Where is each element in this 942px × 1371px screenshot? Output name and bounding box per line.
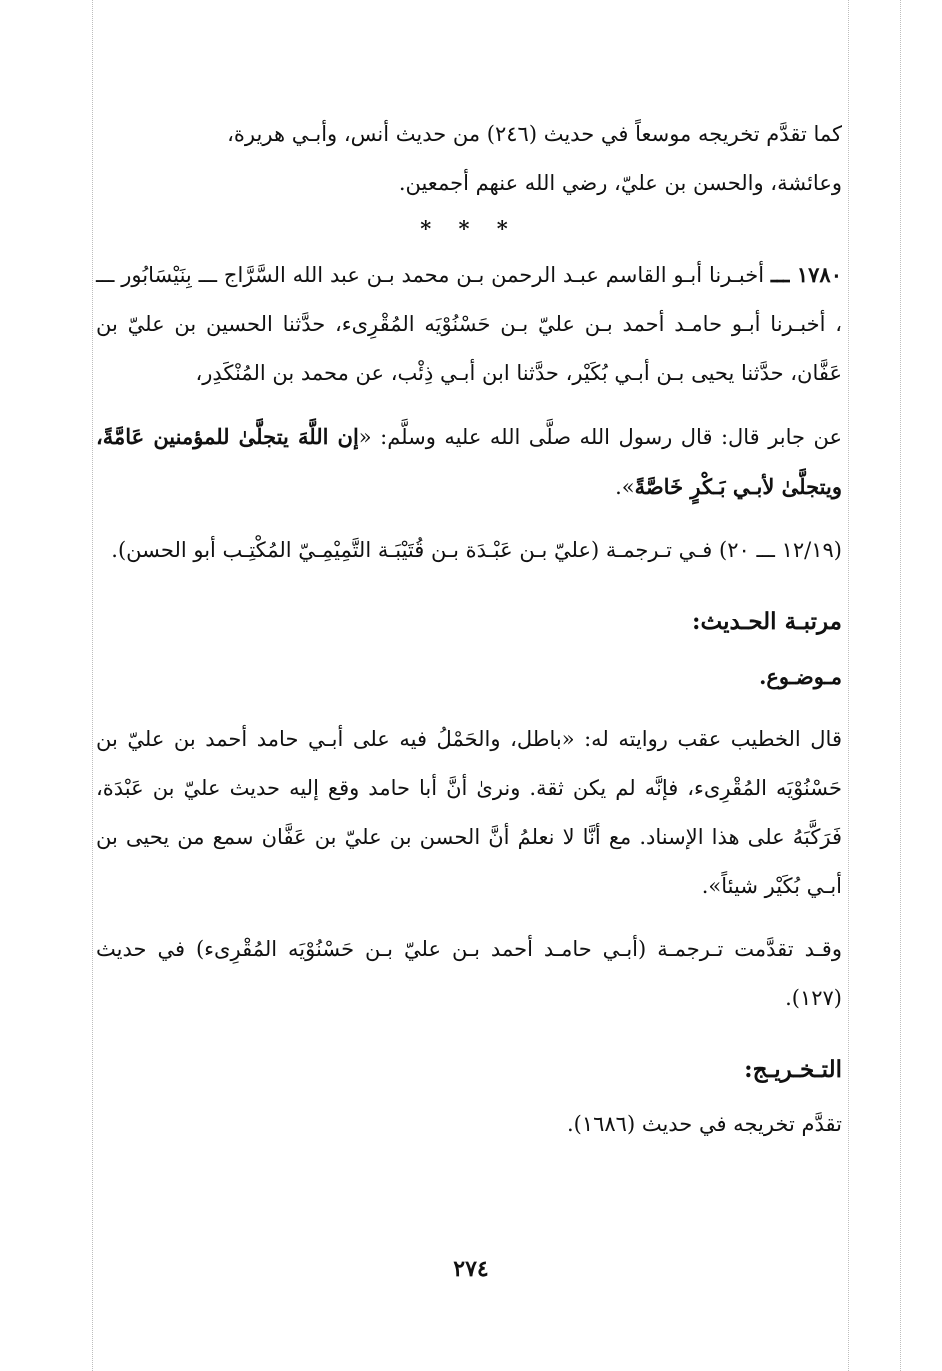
margin-guide-far-right [900, 0, 901, 1371]
hadith-number: ١٧٨٠ ـــ [770, 262, 842, 287]
page-number: ٢٧٤ [453, 1256, 489, 1282]
intro-line-1: كما تقدَّم تخريجه موسعاً في حديث (٢٤٦) من حديث أنس، وأبـي هريرة، [227, 122, 842, 146]
matn-lead: عن جابر قال: قال رسول الله صلَّى الله عليه وسلَّم: « [358, 425, 842, 449]
hadith-matn [96, 412, 842, 512]
grade-verdict: مـوضـوع. [759, 664, 842, 689]
narrator-note: وقـد تقدَّمت تـرجمـة (أبـي حامـد أحمد بـن عليّ بـن حَسْنُوْيَه المُقْرِىء) في حديث (١٢٧). [96, 937, 842, 1010]
hadith-isnad [96, 250, 842, 398]
margin-guide-right [848, 0, 849, 1371]
khatib-quote: قال الخطيب عقب روايته له: «باطل، والحَمْلُ فيه على أبـي حامد أحمد بن عليّ بن حَسْنُوْيَه المُقْرِىء، فإنَّه لم يكن ثقة. ونرىٰ أنَّ أبا حامد وقع إليه حديث عليّ بن عَبْدَة، فَرَكَّبَهُ على هذا الإسناد. مع أنَّا لا نعلمُ أنَّ الحسن بن عليّ بن عَفَّان سمع من يحيى بن أبـي بُكَيْر شيئاً». [96, 727, 842, 898]
grade-heading: مرتبـة الحـديث: [692, 608, 842, 635]
isnad-text: أخبـرنا أبـو القاسم عبـد الرحمن بـن محمد بـن عبد الله السَّرَّاج ـــ بِنَيْسَابُور ـــ ، أخبـرنا أبـو حامـد أحمد بـن عليّ بـن حَسْنُوْيَه المُقْرِىء، حدَّثنا الحسين بن عليّ بن عَفَّان، حدَّثنا يحيى بـن أبـي بُكَيْر، حدَّثنا ابن أبـي ذِئْب، عن محمد بن المُنْكَدِر، [96, 263, 842, 385]
matn-close: ». [615, 475, 635, 499]
takhrij-text: تقدَّم تخريجه في حديث (١٦٨٦). [566, 1112, 842, 1136]
source-reference: (١٢/١٩ ـــ ٢٠) فـي تـرجمـة (عليّ بـن عَبْـدَة بـن قُتَيْبَـة التَّمِيْمِـيّ المُكْتِـب أبو الحسن). [111, 538, 842, 562]
section-separator: * * * [420, 216, 518, 241]
margin-guide-left [92, 0, 93, 1371]
page-body [96, 110, 842, 1149]
matn-text: إن اللَّهَ يتجلَّىٰ للمؤمنين عَامَّةً، ويتجلَّىٰ لأبـي بَـكْرٍ خَاصَّةً [96, 424, 842, 499]
intro-line-2: وعائشة، والحسن بن عليّ، رضي الله عنهم أجمعين. [398, 171, 842, 195]
takhrij-heading: التـخـريـج: [744, 1056, 842, 1083]
